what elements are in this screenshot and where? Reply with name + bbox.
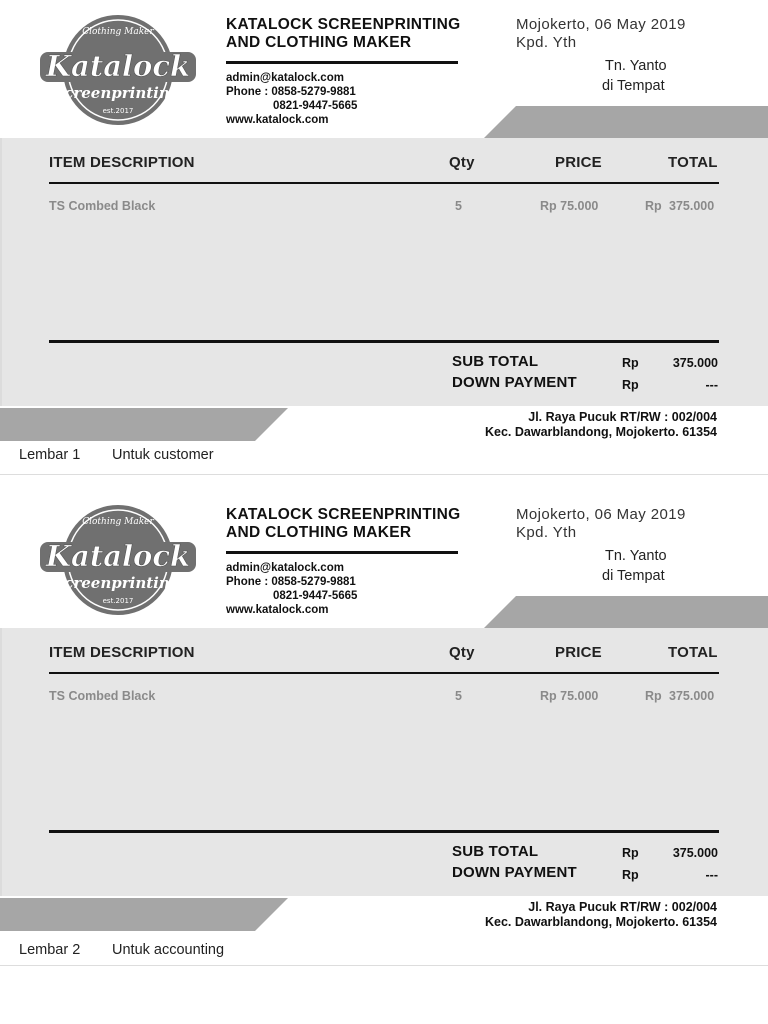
sheet-number: Lembar 1: [19, 447, 81, 463]
footer-decoration: [0, 898, 288, 931]
logo-badge-icon: [38, 12, 198, 128]
company-name-line1: KATALOCK SCREENPRINTING: [226, 16, 461, 33]
contact-block: [226, 561, 462, 617]
column-header-price: PRICE: [555, 644, 602, 661]
company-website: www.katalock.com: [226, 114, 329, 126]
company-phone-1: Phone : 0858-5279-9881: [226, 576, 356, 588]
column-header-description: ITEM DESCRIPTION: [49, 154, 195, 171]
column-header-price: PRICE: [555, 154, 602, 171]
sub-total-label: SUB TOTAL: [452, 353, 539, 370]
company-logo: [38, 12, 198, 128]
column-header-total: TOTAL: [668, 644, 718, 661]
items-panel: [0, 138, 768, 406]
down-payment-value: ---: [705, 378, 718, 392]
logo-main-text: Katalock: [45, 49, 191, 83]
item-price: Rp 75.000: [540, 689, 599, 703]
company-email: admin@katalock.com: [226, 562, 344, 574]
sub-total-currency: Rp: [622, 846, 639, 860]
company-phone-1: Phone : 0858-5279-9881: [226, 86, 356, 98]
sheet-purpose: Untuk accounting: [112, 942, 225, 958]
company-divider: [226, 551, 458, 554]
company-name-line1: KATALOCK SCREENPRINTING: [226, 506, 461, 523]
sub-total-value: 375.000: [672, 356, 718, 370]
address-line-1: Jl. Raya Pucuk RT/RW : 002/004: [528, 410, 717, 424]
company-logo: [38, 502, 198, 618]
company-info: [226, 506, 462, 617]
item-total: 375.000: [669, 199, 715, 213]
item-description: TS Combed Black: [49, 689, 156, 703]
table-footer-divider: [49, 830, 719, 833]
addressee-prefix: Kpd. Yth: [516, 34, 577, 51]
table-header-divider: [49, 182, 719, 184]
sheet-number: Lembar 2: [19, 942, 81, 958]
down-payment-currency: Rp: [622, 378, 639, 392]
logo-est-text: est.2017: [102, 597, 134, 605]
item-description: TS Combed Black: [49, 199, 156, 213]
table-header-divider: [49, 672, 719, 674]
page-bottom-separator: [0, 965, 768, 966]
item-total-currency: Rp: [645, 199, 662, 213]
items-panel: [0, 628, 768, 896]
item-qty: 5: [455, 199, 462, 213]
invoice-meta: [516, 506, 756, 586]
down-payment-currency: Rp: [622, 868, 639, 882]
company-name-line2: AND CLOTHING MAKER: [226, 524, 412, 541]
company-address: [485, 900, 717, 930]
sheet-separator: [0, 474, 768, 475]
invoice-date: Mojokerto, 06 May 2019: [516, 16, 686, 33]
logo-est-text: est.2017: [102, 107, 134, 115]
sub-total-label: SUB TOTAL: [452, 843, 539, 860]
header-decoration: [484, 596, 768, 628]
logo-sub-text: screenprinting: [55, 84, 181, 102]
column-header-qty: Qty: [449, 644, 475, 661]
invoice-meta: [516, 16, 756, 96]
footer-decoration: [0, 408, 288, 441]
table-footer-divider: [49, 340, 719, 343]
company-website: www.katalock.com: [226, 604, 329, 616]
logo-top-text: Clothing Maker: [82, 27, 154, 37]
header-decoration: [484, 106, 768, 138]
sub-total-value: 375.000: [672, 846, 718, 860]
company-phone-2: 0821-9447-5665: [273, 100, 358, 112]
item-total-currency: Rp: [645, 689, 662, 703]
invoice-date: Mojokerto, 06 May 2019: [516, 506, 686, 523]
item-price: Rp 75.000: [540, 199, 599, 213]
addressee-place: di Tempat: [602, 568, 665, 584]
logo-badge-icon: [38, 502, 198, 618]
sheet-purpose: Untuk customer: [112, 447, 214, 463]
invoice-sheet-2: [0, 490, 768, 965]
company-email: admin@katalock.com: [226, 72, 344, 84]
company-phone-2: 0821-9447-5665: [273, 590, 358, 602]
company-divider: [226, 61, 458, 64]
company-info: [226, 16, 462, 127]
logo-main-text: Katalock: [45, 539, 191, 573]
contact-block: [226, 71, 462, 127]
column-header-total: TOTAL: [668, 154, 718, 171]
address-line-2: Kec. Dawarblandong, Mojokerto. 61354: [484, 425, 717, 439]
logo-top-text: Clothing Maker: [82, 517, 154, 527]
down-payment-value: ---: [705, 868, 718, 882]
company-name-line2: AND CLOTHING MAKER: [226, 34, 412, 51]
addressee-place: di Tempat: [602, 78, 665, 94]
column-header-qty: Qty: [449, 154, 475, 171]
addressee-name: Tn. Yanto: [605, 58, 667, 74]
sub-total-currency: Rp: [622, 356, 639, 370]
addressee-name: Tn. Yanto: [605, 548, 667, 564]
address-line-2: Kec. Dawarblandong, Mojokerto. 61354: [484, 915, 717, 929]
addressee-prefix: Kpd. Yth: [516, 524, 577, 541]
item-total: 375.000: [669, 689, 715, 703]
down-payment-label: DOWN PAYMENT: [452, 864, 577, 881]
down-payment-label: DOWN PAYMENT: [452, 374, 577, 391]
column-header-description: ITEM DESCRIPTION: [49, 644, 195, 661]
address-line-1: Jl. Raya Pucuk RT/RW : 002/004: [528, 900, 717, 914]
item-qty: 5: [455, 689, 462, 703]
logo-sub-text: screenprinting: [55, 574, 181, 592]
invoice-sheet-1: [0, 0, 768, 475]
company-address: [485, 410, 717, 440]
